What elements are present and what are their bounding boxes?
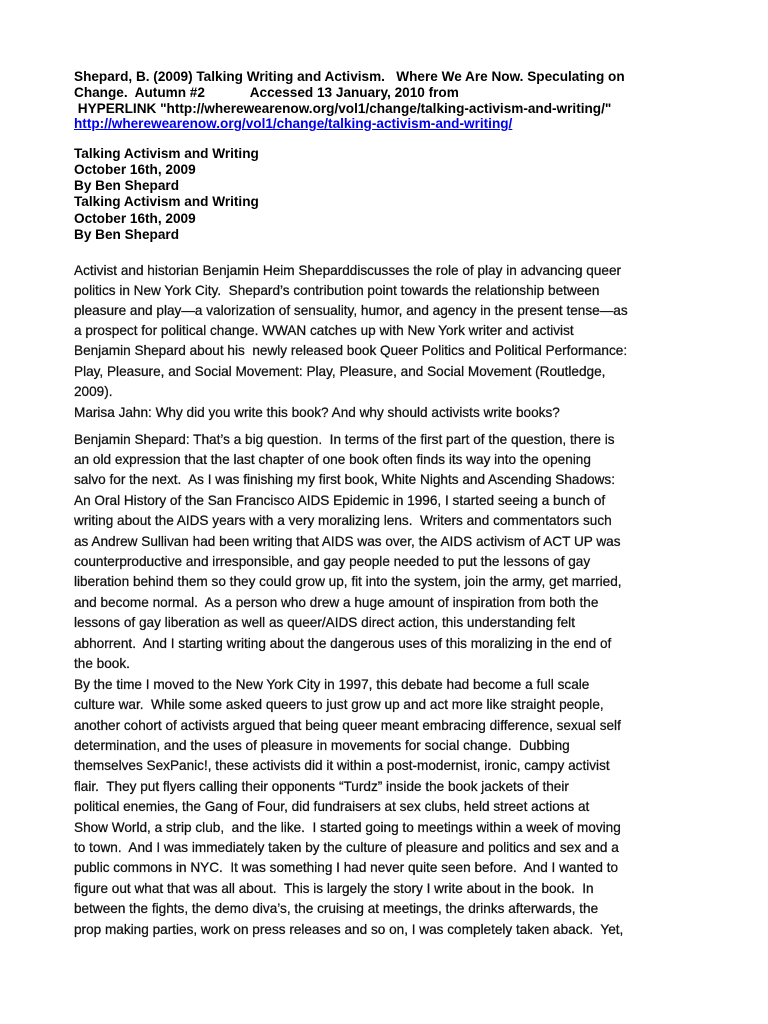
article-byline: By Ben Shepard [74, 178, 179, 193]
answer-line: the book. [74, 656, 130, 671]
answer-line: Benjamin Shepard: That’s a big question. In terms of the first part of the question, there is [74, 432, 615, 447]
continuation-line: By the time I moved to the New York City in 1997, this debate had become a full scale [74, 677, 590, 692]
answer-line: writing about the AIDS years with a very moralizing lens. Writers and commentators such [74, 513, 612, 528]
continuation-line: public commons in NYC. It was something I had never quite seen before. And I wanted to [74, 860, 619, 875]
intro-line: Play, Pleasure, and Social Movement: Play, Pleasure, and Social Movement (Routledge, [74, 364, 606, 379]
continuation-line: between the fights, the demo diva’s, the cruising at meetings, the drinks afterwards, the [74, 901, 599, 916]
article-byline-repeat: By Ben Shepard [74, 227, 179, 242]
answer-line: as Andrew Sullivan had been writing that AIDS was over, the AIDS activism of ACT UP was [74, 534, 621, 549]
intro-line: Activist and historian Benjamin Heim Sheparddiscusses the role of play in advancing queer [74, 263, 622, 278]
citation-line-1: Shepard, B. (2009) Talking Writing and Activism. Where We Are Now. Speculating on [74, 69, 625, 84]
intro-line: pleasure and play—a valorization of sensuality, humor, and agency in the present tense—as [74, 303, 628, 318]
citation-hyperlink-field: HYPERLINK "http://wherewearenow.org/vol1/change/talking-activism-and-writing/" [74, 101, 612, 116]
answer-line: liberation behind them so they could grow up, fit into the system, join the army, get married, [74, 574, 622, 589]
answer-line: and become normal. As a person who drew a huge amount of inspiration from both the [74, 595, 599, 610]
continuation-line: figure out what that was all about. This is largely the story I write about in the book. In [74, 881, 594, 896]
answer-line: an old expression that the last chapter of one book often finds its way into the opening [74, 452, 591, 467]
continuation-line: to town. And I was immediately taken by the culture of pleasure and politics and sex and a [74, 840, 619, 855]
article-date: October 16th, 2009 [74, 162, 196, 177]
answer-line: salvo for the next. As I was finishing my first book, White Nights and Ascending Shadows: [74, 472, 615, 487]
continuation-line: flair. They put flyers calling their opponents “Turdz” inside the book jackets of their [74, 779, 569, 794]
intro-line: politics in New York City. Shepard’s contribution point towards the relationship between [74, 283, 600, 298]
intro-line: Benjamin Shepard about his newly released book Queer Politics and Political Performance: [74, 343, 628, 358]
answer-line: counterproductive and irresponsible, and gay people needed to put the lessons of gay [74, 554, 591, 569]
continuation-line: culture war. While some asked queers to just grow up and act more like straight people, [74, 697, 604, 712]
continuation-line: themselves SexPanic!, these activists did it within a post-modernist, ironic, campy activist [74, 758, 610, 773]
intro-line: 2009). [74, 384, 113, 399]
continuation-line: Show World, a strip club, and the like. I started going to meetings within a week of moving [74, 820, 621, 835]
article-title: Talking Activism and Writing [74, 146, 259, 161]
answer-line: abhorrent. And I starting writing about the dangerous uses of this moralizing in the end of [74, 636, 612, 651]
source-link[interactable]: http://wherewearenow.org/vol1/change/talking-activism-and-writing/ [74, 116, 513, 131]
continuation-line: political enemies, the Gang of Four, did fundraisers at sex clubs, held street actions at [74, 799, 590, 814]
answer-line: An Oral History of the San Francisco AIDS Epidemic in 1996, I started seeing a bunch of [74, 493, 606, 508]
intro-line: a prospect for political change. WWAN catches up with New York writer and activist [74, 323, 574, 338]
answer-line: lessons of gay liberation as well as queer/AIDS direct action, this understanding felt [74, 615, 575, 630]
article-date-repeat: October 16th, 2009 [74, 211, 196, 226]
continuation-line: another cohort of activists argued that being queer meant embracing difference, sexual self [74, 718, 621, 733]
continuation-line: prop making parties, work on press releases and so on, I was completely taken aback. Yet, [74, 922, 624, 937]
continuation-line: determination, and the uses of pleasure in movements for social change. Dubbing [74, 738, 570, 753]
article-title-repeat: Talking Activism and Writing [74, 194, 259, 209]
citation-line-2: Change. Autumn #2 Accessed 13 January, 2010 from [74, 85, 459, 100]
interview-question: Marisa Jahn: Why did you write this book? And why should activists write books? [74, 405, 560, 420]
